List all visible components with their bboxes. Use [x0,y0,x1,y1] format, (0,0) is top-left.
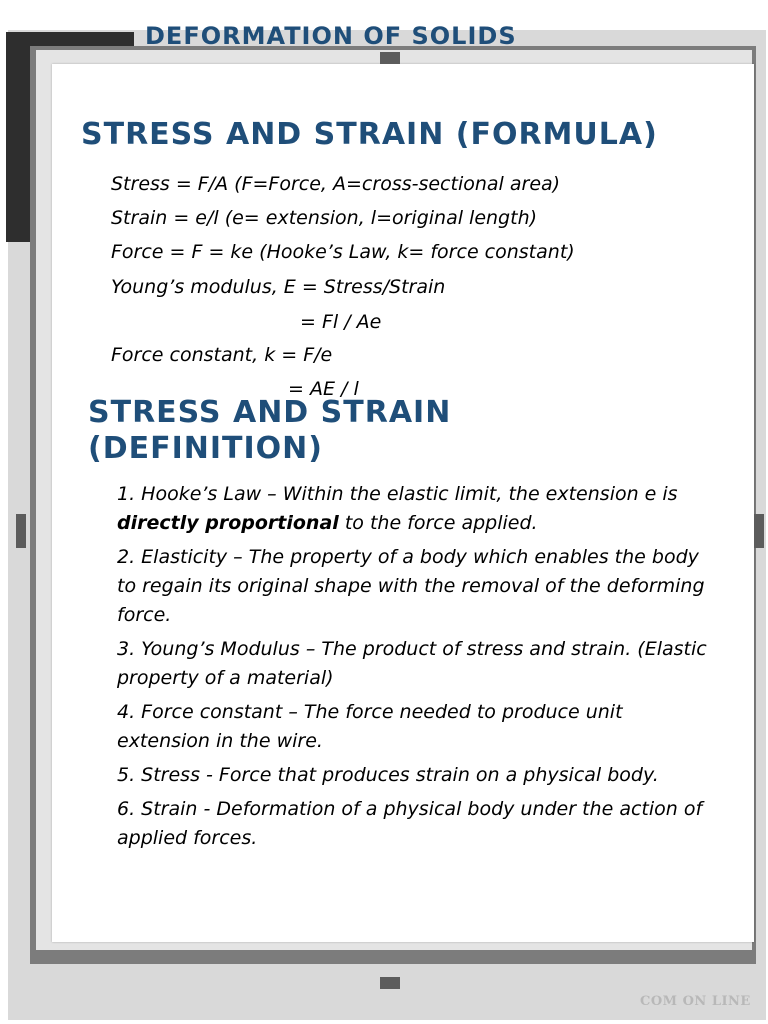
definition-item-youngs-modulus: 3. Young’s Modulus – The product of stress and strain. (Elastic property of a material) [117,638,707,689]
definition-heading-line1: STRESS AND STRAIN [88,395,452,430]
formula-line: Force = F = ke (Hooke’s Law, k= force constant) [111,241,575,263]
definition-emphasis: directly proportional [117,512,339,534]
formula-line: Young’s modulus, E = Stress/Strain [111,276,446,298]
definition-text: 1. Hooke’s Law – Within the elastic limit, the extension e is [117,483,678,505]
formula-line: = Fl / Ae [300,311,382,333]
definition-item-elasticity: 2. Elasticity – The property of a body which enables the body to regain its original shape with the removal of the deforming force. [117,546,705,626]
resize-handle-bottom [380,977,400,989]
resize-handle-left [16,514,26,548]
definition-item-strain: 6. Strain - Deformation of a physical body under the action of applied forces. [117,798,703,849]
page-title: DEFORMATION OF SOLIDS [145,22,517,50]
formula-heading: STRESS AND STRAIN (FORMULA) [81,117,658,152]
definition-heading [88,395,451,467]
resize-handle-right [754,514,764,548]
resize-handle-top [380,52,400,64]
formula-line: Force constant, k = F/e [111,344,333,366]
formula-line: Strain = e/l (e= extension, l=original length) [111,207,538,229]
definition-item-hookes-law [117,480,717,538]
watermark: COM ON LINE [640,994,751,1009]
definition-list [117,480,717,858]
definition-item-force-constant: 4. Force constant – The force needed to produce unit extension in the wire. [117,701,623,752]
definition-heading-line2: (DEFINITION) [88,431,323,466]
formula-line: = AE / l [288,378,359,400]
definition-text: to the force applied. [338,512,538,534]
definition-item-stress: 5. Stress - Force that produces strain on a physical body. [117,764,659,786]
formula-line: Stress = F/A (F=Force, A=cross-sectional area) [111,173,561,195]
